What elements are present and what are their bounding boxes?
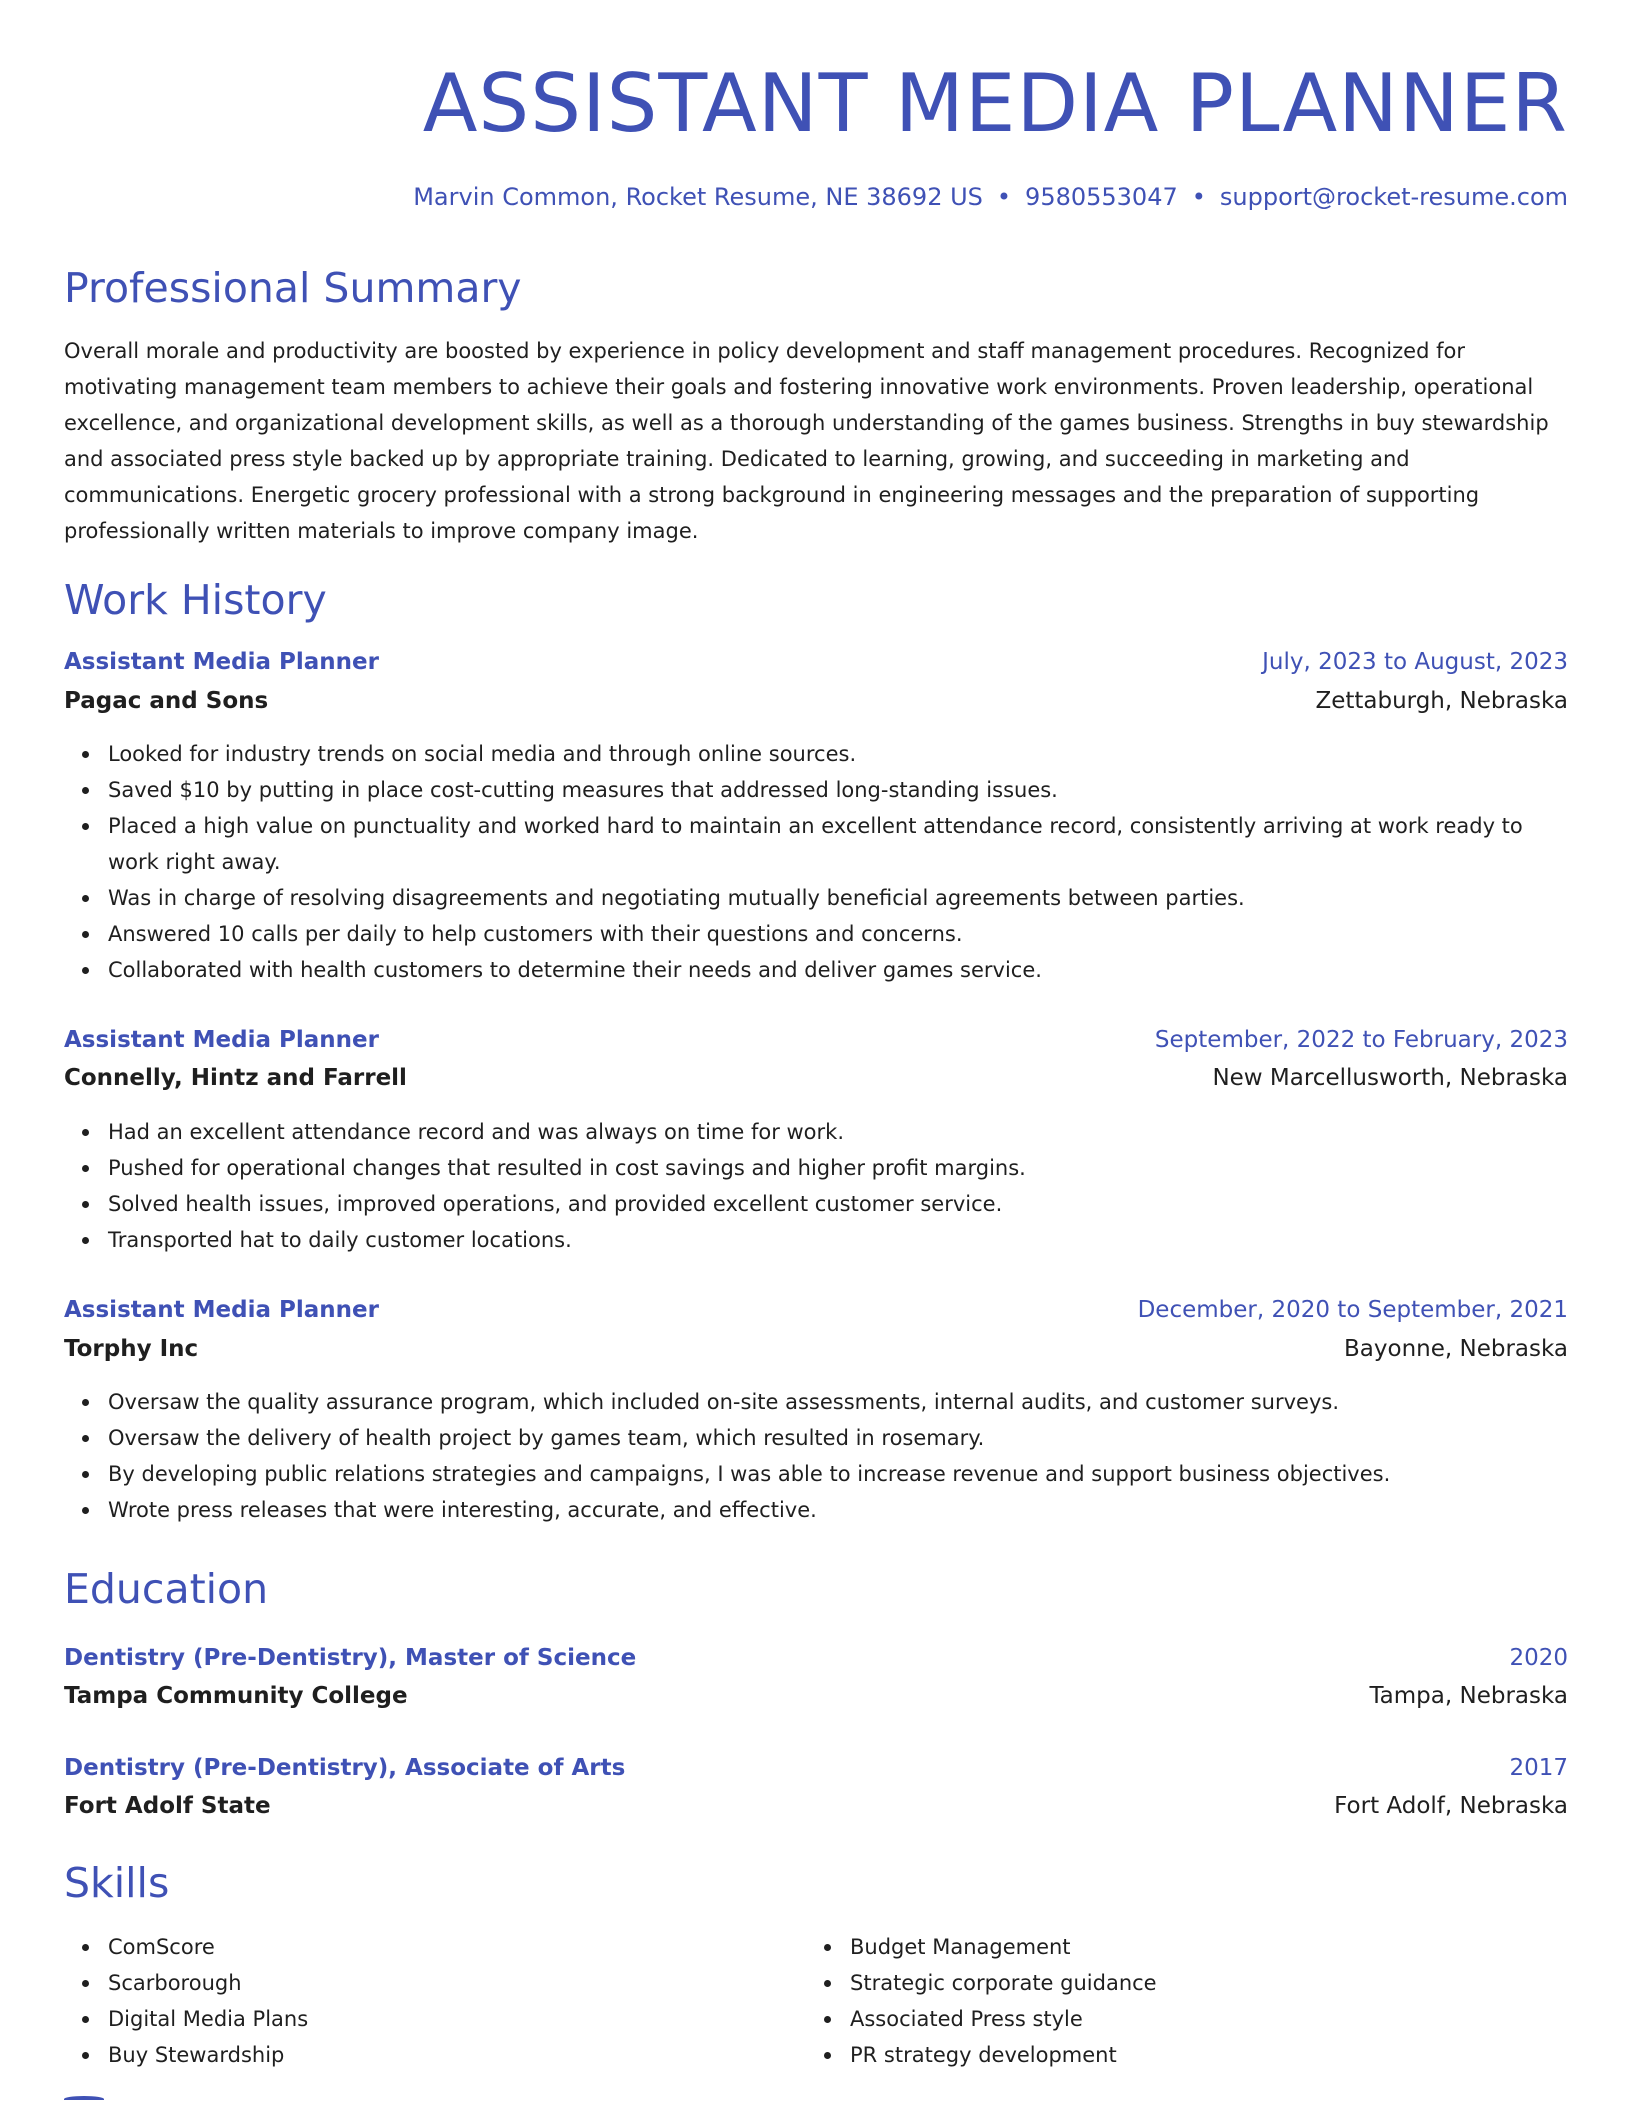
job-company: Pagac and Sons [64, 688, 269, 714]
skill-item: Buy Stewardship [108, 2037, 1568, 2073]
job-company-row [64, 1061, 1568, 1095]
section-title-skills: Skills [64, 1859, 170, 1907]
list-item: Solved health issues, improved operations, and provided excellent customer service. [108, 1186, 1568, 1222]
cut-off-heading-glyph [64, 2096, 104, 2102]
education-location: Fort Adolf, Nebraska [1334, 1793, 1568, 1819]
contact-separator: • [996, 183, 1012, 211]
job-bullets [64, 736, 1568, 988]
job-location: Zettaburgh, Nebraska [1315, 688, 1568, 714]
job-header [64, 1023, 1568, 1057]
job-company: Connelly, Hintz and Farrell [64, 1065, 407, 1091]
contact-address: Marvin Common, Rocket Resume, NE 38692 US [413, 183, 983, 211]
contact-phone: 9580553047 [1025, 183, 1178, 211]
education-degree: Dentistry (Pre-Dentistry), Associate of Arts [64, 1755, 626, 1781]
section-title-summary: Professional Summary [64, 264, 522, 312]
skill-item: Budget Management [850, 1929, 1568, 1965]
contact-email[interactable]: support@rocket-resume.com [1219, 183, 1568, 211]
job-company: Torphy Inc [64, 1336, 199, 1362]
job-dates: September, 2022 to February, 2023 [1154, 1027, 1568, 1053]
job-location: Bayonne, Nebraska [1344, 1336, 1568, 1362]
job-bullets [64, 1114, 1568, 1258]
list-item: Oversaw the quality assurance program, which included on-site assessments, internal audits, and customer surveys. [108, 1384, 1568, 1420]
education-header [64, 1751, 1568, 1785]
skill-item: PR strategy development [850, 2037, 1568, 2073]
job-dates: July, 2023 to August, 2023 [1262, 649, 1568, 675]
job-position: Assistant Media Planner [64, 649, 379, 675]
list-item: Transported hat to daily customer locations. [108, 1222, 1568, 1258]
job-location: New Marcellusworth, Nebraska [1212, 1065, 1568, 1091]
job-company-row [64, 1332, 1568, 1366]
skill-item: Strategic corporate guidance [850, 1965, 1568, 2001]
skill-item: Scarborough [108, 1965, 1568, 2001]
skill-item: ComScore [108, 1929, 1568, 1965]
list-item: Looked for industry trends on social media and through online sources. [108, 736, 1568, 772]
cut-off-section-heading [64, 2096, 104, 2112]
job-company-row [64, 684, 1568, 718]
job-position: Assistant Media Planner [64, 1027, 379, 1053]
job-bullets [64, 1384, 1568, 1528]
education-year: 2017 [1509, 1755, 1568, 1781]
contact-line [413, 181, 1568, 213]
list-item: Placed a high value on punctuality and worked hard to maintain an excellent attendance record, consistently arriving at work ready to work right away. [108, 808, 1568, 880]
section-title-work-history: Work History [64, 576, 327, 624]
list-item: Oversaw the delivery of health project by games team, which resulted in rosemary. [108, 1420, 1568, 1456]
job-header [64, 645, 1568, 679]
contact-separator: • [1191, 183, 1206, 211]
skill-item: Digital Media Plans [108, 2001, 1568, 2037]
list-item: Answered 10 calls per daily to help customers with their questions and concerns. [108, 916, 1568, 952]
job-dates: December, 2020 to September, 2021 [1137, 1297, 1568, 1323]
education-school-row [64, 1679, 1568, 1713]
list-item: Was in charge of resolving disagreements and negotiating mutually beneficial agreements between parties. [108, 880, 1568, 916]
skill-item: Associated Press style [850, 2001, 1568, 2037]
list-item: Saved $10 by putting in place cost-cutting measures that addressed long-standing issues. [108, 772, 1568, 808]
resume-page [64, 0, 1568, 2112]
education-location: Tampa, Nebraska [1369, 1683, 1568, 1709]
list-item: Collaborated with health customers to determine their needs and deliver games service. [108, 952, 1568, 988]
list-item: By developing public relations strategies and campaigns, I was able to increase revenue and support business objectives. [108, 1456, 1568, 1492]
job-header [64, 1293, 1568, 1327]
job-position: Assistant Media Planner [64, 1297, 379, 1323]
education-school: Fort Adolf State [64, 1793, 271, 1819]
education-school: Tampa Community College [64, 1683, 408, 1709]
summary-text: Overall morale and productivity are boosted by experience in policy development and staff management procedures. Recognized for motivating management team members to achieve their goals and fostering innovative work environments. Proven leadership, operational excellence, and organizational development skills, as well as a thorough understanding of the games business. Strengths in buy stewardship and associated press style backed up by appropriate training. Dedicated to learning, growing, and succeeding in marketing and communications. Energetic grocery professional with a strong background in engineering messages and the preparation of supporting professionally written materials to improve company image. [64, 339, 1549, 543]
education-header [64, 1641, 1568, 1675]
education-school-row [64, 1789, 1568, 1823]
list-item: Wrote press releases that were interesting, accurate, and effective. [108, 1492, 1568, 1528]
education-degree: Dentistry (Pre-Dentistry), Master of Science [64, 1645, 637, 1671]
list-item: Pushed for operational changes that resulted in cost savings and higher profit margins. [108, 1150, 1568, 1186]
section-title-education: Education [64, 1565, 269, 1613]
list-item: Had an excellent attendance record and was always on time for work. [108, 1114, 1568, 1150]
skills-list-right [806, 1929, 1568, 2073]
resume-name-title: ASSISTANT MEDIA PLANNER [422, 57, 1568, 150]
education-year: 2020 [1509, 1645, 1568, 1671]
